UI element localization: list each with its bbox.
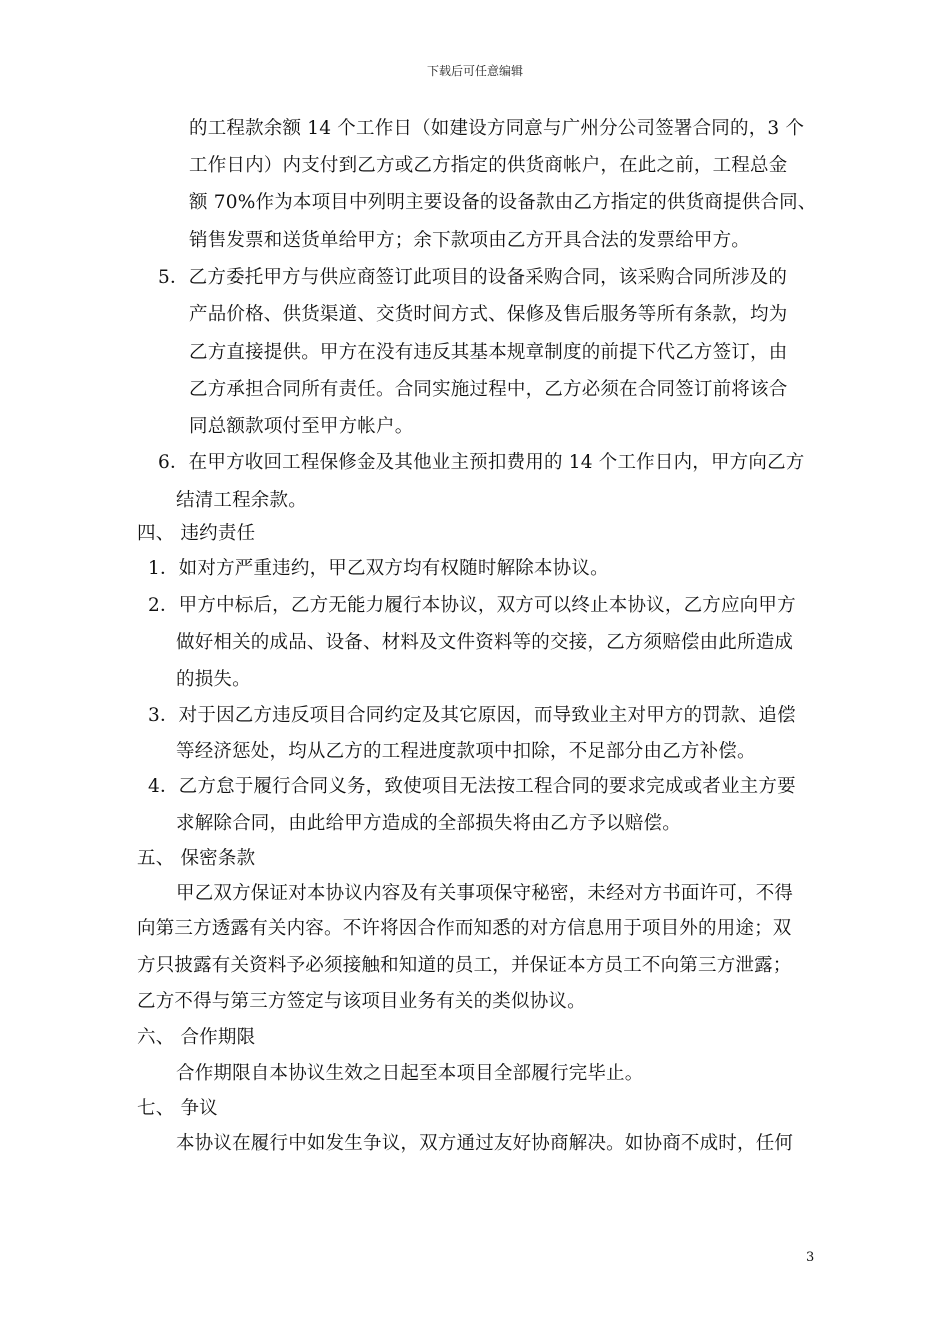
paragraph-line: 乙方承担合同所有责任。合同实施过程中，乙方必须在合同签订前将该合 [189,379,788,400]
paragraph-line: 的损失。 [176,669,251,690]
section-heading: 四、 违约责任 [137,523,256,544]
paragraph-line: 产品价格、供货渠道、交货时间方式、保修及售后服务等所有条款，均为 [189,304,788,325]
list-item-line: 1．如对方严重违约，甲乙双方均有权随时解除本协议。 [148,558,609,579]
paragraph-line: 额 70%作为本项目中列明主要设备的设备款由乙方指定的供货商提供合同、 [189,192,817,213]
paragraph-line: 方只披露有关资料予必须接触和知道的员工，并保证本方员工不向第三方泄露； [137,955,792,976]
page-number: 3 [806,1250,815,1265]
paragraph-line: 求解除合同，由此给甲方造成的全部损失将由乙方予以赔偿。 [176,813,681,834]
paragraph-line: 合作期限自本协议生效之日起至本项目全部履行完毕止。 [176,1063,644,1084]
paragraph-line: 工作日内）内支付到乙方或乙方指定的供货商帐户，在此之前，工程总金 [189,155,788,176]
section-heading: 七、 争议 [137,1098,218,1119]
paragraph-line: 乙方直接提供。甲方在没有违反其基本规章制度的前提下代乙方签订，由 [189,342,788,363]
paragraph-line: 甲乙双方保证对本协议内容及有关事项保守秘密，未经对方书面许可，不得 [176,883,794,904]
paragraph-line: 等经济惩处，均从乙方的工程进度款项中扣除，不足部分由乙方补偿。 [176,741,756,762]
paragraph-line: 做好相关的成品、设备、材料及文件资料等的交接，乙方须赔偿由此所造成 [176,632,794,653]
paragraph-line: 销售发票和送货单给甲方；余下款项由乙方开具合法的发票给甲方。 [189,230,751,251]
section-heading: 六、 合作期限 [137,1027,256,1048]
list-item-line: 4．乙方怠于履行合同义务，致使项目无法按工程合同的要求完成或者业主方要 [148,776,796,797]
paragraph-line: 本协议在履行中如发生争议，双方通过友好协商解决。如协商不成时，任何 [176,1133,794,1154]
paragraph-line: 向第三方透露有关内容。不许将因合作而知悉的对方信息用于项目外的用途；双 [137,918,792,939]
paragraph-line: 同总额款项付至甲方帐户。 [189,416,414,437]
list-item-line: 6．在甲方收回工程保修金及其他业主预扣费用的 14 个工作日内，甲方向乙方 [158,452,805,473]
list-item-line: 5．乙方委托甲方与供应商签订此项目的设备采购合同，该采购合同所涉及的 [158,267,788,288]
paragraph-line: 乙方不得与第三方签定与该项目业务有关的类似协议。 [137,991,586,1012]
section-heading: 五、 保密条款 [137,848,256,869]
list-item-line: 2．甲方中标后，乙方无能力履行本协议，双方可以终止本协议，乙方应向甲方 [148,595,796,616]
list-item-line: 3．对于因乙方违反项目合同约定及其它原因，而导致业主对甲方的罚款、追偿 [148,705,796,726]
paragraph-line: 结清工程余款。 [176,490,307,511]
page-header: 下载后可任意编辑 [426,64,523,78]
paragraph-line: 的工程款余额 14 个工作日（如建设方同意与广州分公司签署合同的，3 个 [189,118,805,139]
